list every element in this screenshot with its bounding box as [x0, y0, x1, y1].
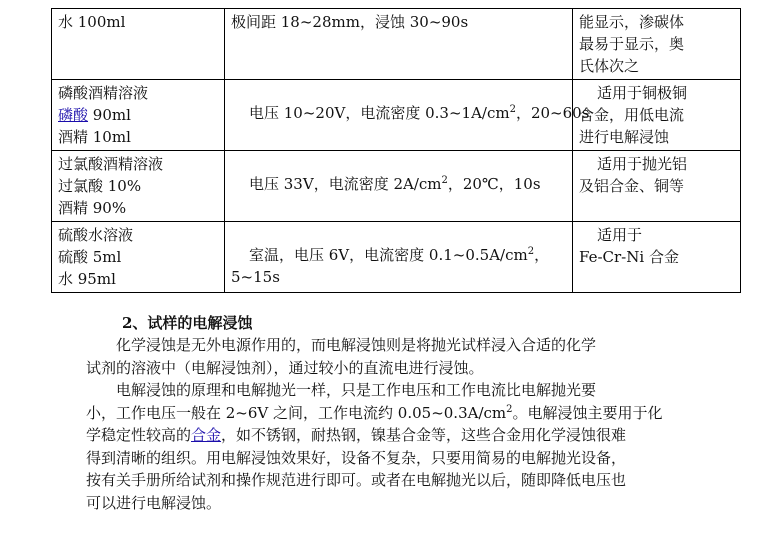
reagent-amount: 90ml [88, 106, 131, 124]
superscript: 2 [509, 104, 516, 115]
paragraph-line: 按有关手册所给试剂和操作规范进行即可。或者在电解抛光以后，随即降低电压也 [86, 471, 627, 489]
application-line: Fe-Cr-Ni 合金 [579, 248, 679, 266]
application-line: 适用于抛光铝 [597, 155, 688, 173]
application-cell [573, 151, 741, 222]
reagent-line: 磷酸酒精溶液 [58, 84, 149, 102]
application-cell [573, 222, 741, 293]
conditions-text [231, 102, 590, 124]
text-run: 。电解浸蚀主要用于化 [512, 403, 663, 422]
conditions-text [231, 244, 566, 266]
reagent-cell [52, 151, 225, 222]
application-line: 适用于铜极铜 [597, 84, 688, 102]
superscript: 2 [506, 403, 513, 415]
application-line: 最易于显示，奥 [579, 35, 685, 53]
alloy-link[interactable]: 合金 [191, 426, 222, 444]
paragraph-line: 得到清晰的组织。用电解浸蚀效果好，设备不复杂，只要用简易的电解抛光设备， [86, 448, 627, 467]
table-row [52, 80, 741, 151]
reagent-cell [52, 222, 225, 293]
reagent-line: 硫酸水溶液 [58, 226, 134, 244]
application-line: 适用于 [597, 226, 643, 244]
reagent-line: 水 100ml [58, 13, 126, 31]
application-cell [573, 80, 741, 151]
superscript: 2 [527, 246, 535, 257]
conditions-cell [225, 222, 573, 293]
paragraph-line: 化学浸蚀是无外电源作用的，而电解浸蚀则是将抛光试样浸入合适的化学 [116, 336, 597, 354]
conditions-text: 极间距 18~28mm，浸蚀 30~90s [231, 13, 469, 31]
conditions-pre: 电压 10~20V，电流密度 0.3~1A/cm [249, 104, 510, 122]
reagent-line: 过氯酸酒精溶液 [58, 155, 164, 173]
application-line: 进行电解浸蚀 [579, 128, 670, 146]
conditions-cell [225, 80, 590, 151]
reagent-line: 过氯酸 10% [58, 177, 142, 195]
table-row [52, 151, 741, 222]
phosphoric-acid-link[interactable]: 磷酸 [58, 106, 89, 124]
application-line: 能显示，渗碳体 [579, 13, 685, 31]
reagent-cell [52, 9, 225, 80]
paragraph-line [86, 424, 676, 447]
application-cell [573, 9, 741, 80]
conditions-post: ，20~60s [515, 104, 590, 122]
conditions-post: ， [534, 246, 550, 264]
conditions-pre: 电压 33V，电流密度 2A/cm [249, 175, 442, 193]
text-run: 小，工作电压一般在 2~6V 之间，工作电流约 0.05~0.3A/cm [86, 403, 507, 422]
conditions-cell [225, 9, 573, 80]
reagent-line: 水 95ml [58, 270, 116, 288]
application-line: 及铝合金、铜等 [579, 177, 685, 195]
reagent-line: 酒精 10ml [58, 128, 131, 146]
conditions-pre: 室温，电压 6V，电流密度 0.1~0.5A/cm [249, 246, 528, 264]
paragraph-electrolytic-etching [86, 379, 676, 514]
text-run: ，如不锈钢，耐热钢，镍基合金等，这些合金用化学浸蚀很难 [221, 426, 627, 444]
section-heading: 2、试样的电解浸蚀 [122, 314, 253, 332]
reagent-table [51, 8, 741, 293]
paragraph-chemical-etching [86, 334, 676, 379]
table-row [52, 9, 741, 80]
paragraph-line: 可以进行电解浸蚀。 [86, 493, 222, 512]
conditions-line2: 5~15s [231, 268, 280, 286]
conditions-post: ，20℃，10s [447, 175, 541, 193]
text-run: 学稳定性较高的 [86, 426, 192, 444]
reagent-line: 酒精 90% [58, 199, 127, 217]
reagent-line: 硫酸 5ml [58, 248, 122, 266]
paragraph-line [86, 402, 676, 425]
conditions-text [231, 173, 566, 195]
application-line: 氏体次之 [579, 57, 640, 75]
superscript: 2 [441, 175, 448, 186]
conditions-cell [225, 151, 573, 222]
reagent-cell [52, 80, 225, 151]
section-body [86, 312, 676, 514]
application-line: 合金，用低电流 [579, 106, 685, 124]
paragraph-line: 试剂的溶液中（电解浸蚀剂），通过较小的直流电进行浸蚀。 [86, 358, 484, 377]
paragraph-line: 电解浸蚀的原理和电解抛光一样，只是工作电压和工作电流比电解抛光要 [116, 381, 597, 399]
table-row [52, 222, 741, 293]
reagent-line [58, 104, 218, 126]
